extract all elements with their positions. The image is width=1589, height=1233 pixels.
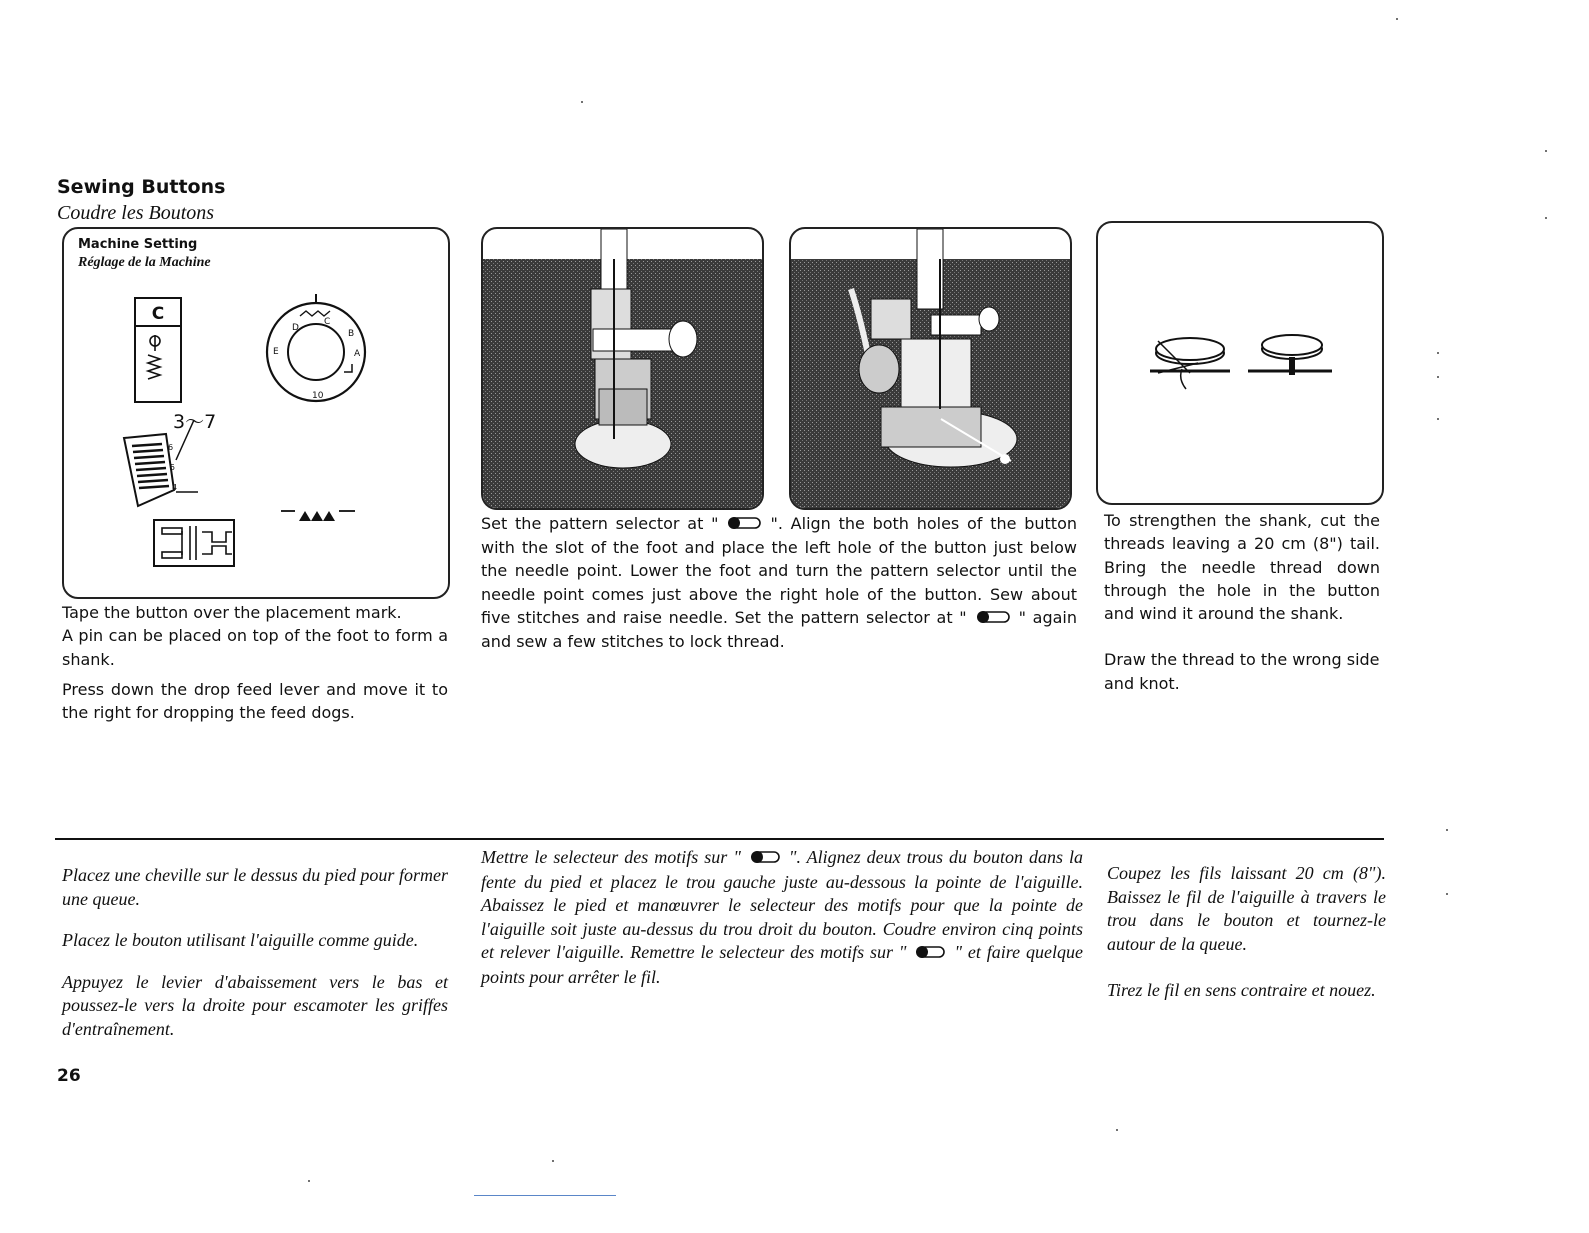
scan-speck — [1446, 829, 1448, 831]
svg-text:C: C — [324, 317, 331, 327]
dial-icon — [262, 292, 370, 404]
page-number: 26 — [57, 1066, 81, 1086]
sewing-photo-left — [481, 227, 764, 510]
sewing-photo-right — [789, 227, 1072, 510]
scan-speck — [552, 1160, 554, 1162]
svg-text:5: 5 — [170, 463, 176, 472]
scan-speck — [1446, 893, 1448, 895]
machine-setting-label: Machine Setting — [78, 237, 198, 252]
instructions-column-3 — [1104, 509, 1380, 695]
instructions-column-3-french — [1107, 844, 1386, 1021]
instruction-text: " again and sew a few stitches to lock thread. — [481, 608, 1078, 652]
machine-setting-panel — [62, 227, 450, 599]
scan-speck — [1437, 418, 1439, 420]
presser-foot-icon — [152, 518, 236, 568]
instruction-tape-button: Tape the button over the placement mark. — [62, 603, 402, 622]
instructions-column-1 — [62, 601, 448, 724]
page-title-french: Coudre les Boutons — [57, 202, 215, 224]
svg-text:D: D — [292, 323, 299, 333]
feed-lever-icon — [120, 420, 200, 510]
instruction-knot: Draw the thread to the wrong side and knot. — [1104, 650, 1380, 693]
instructions-column-2-french — [481, 846, 1083, 989]
button-shank-illustration — [1096, 221, 1384, 505]
instruction-french: Appuyez le levier d'abaissement vers le bas et poussez-le vers la droite pour escamoter les griffes d'entraînement. — [62, 971, 448, 1039]
svg-text:E: E — [273, 347, 279, 357]
svg-text:6: 6 — [168, 443, 174, 452]
instruction-drop-feed: Press down the drop feed lever and move it to the right for dropping the feed dogs. — [62, 679, 448, 723]
scan-speck — [1545, 217, 1547, 219]
instructions-column-1-french — [62, 846, 448, 1059]
page-title: Sewing Buttons — [57, 176, 226, 198]
pattern-selector-symbol-icon — [973, 607, 1013, 630]
scan-speck — [1437, 376, 1439, 378]
scan-speck — [1396, 18, 1398, 20]
instruction-text: Set the pattern selector at " — [481, 514, 719, 533]
instruction-french: Mettre le selecteur des motifs sur " — [481, 847, 741, 867]
instruction-french: Placez le bouton utilisant l'aiguille comme guide. — [62, 930, 419, 950]
button-shank-icon — [1098, 223, 1382, 503]
pattern-letter: C — [151, 304, 165, 324]
scan-speck — [1437, 352, 1439, 354]
instruction-pin-shank: A pin can be placed on top of the foot to form a shank. — [62, 626, 448, 669]
svg-text:B: B — [348, 329, 355, 339]
instruction-strengthen-shank: To strengthen the shank, cut the threads leaving a 20 cm (8") tail. Bring the needle thread down through the hole in the button and wind it around the shank. — [1104, 511, 1380, 624]
instruction-text: ". Align the both holes of the button with the slot of the foot and place the left hole of the button just below the needle point. Lower the foot and turn the pattern selector until the needle point comes just above the right hole of the button. Sew about five stitches and raise needle. Set the pattern selector at " — [481, 514, 1077, 628]
pattern-selector-symbol-icon — [747, 847, 783, 871]
bottom-rule — [474, 1195, 616, 1196]
svg-text:10: 10 — [312, 391, 324, 401]
instruction-french: Tirez le fil en sens contraire et nouez. — [1107, 980, 1376, 1000]
instruction-french: " et faire quelque points pour arrêter le fil. — [481, 942, 1083, 987]
machine-setting-label-french: Réglage de la Machine — [78, 255, 211, 270]
section-divider — [55, 838, 1384, 840]
scan-speck — [308, 1180, 310, 1182]
instructions-column-2 — [481, 512, 1077, 653]
scan-speck — [581, 101, 583, 103]
stitch-length-range: 3～7 — [173, 411, 217, 433]
scan-speck — [1545, 150, 1547, 152]
svg-text:4: 4 — [172, 483, 178, 492]
instruction-french: ". Alignez deux trous du bouton dans la fente du pied et placez le trou gauche juste au-dessous la pointe de l'aiguille. Abaissez le pied et manœuvrer le selecteur des motifs pour que la pointe de l'aiguille soit juste au-dessus du trou droit du bouton. Coudre environ cinq points et relever l'aiguille. Remettre le selecteur des motifs sur " — [481, 847, 1083, 963]
feed-drop-icon — [279, 505, 357, 525]
pattern-selector-icon — [134, 297, 182, 403]
scan-speck — [1116, 1129, 1118, 1131]
pattern-selector-symbol-icon — [724, 513, 764, 536]
svg-text:A: A — [354, 349, 361, 359]
pattern-selector-symbol-icon — [912, 942, 948, 966]
instruction-french: Coupez les fils laissant 20 cm (8"). Baissez le fil de l'aiguille à travers le trou dans le bouton et tournez-le autour de la queue. — [1107, 863, 1386, 954]
instruction-french: Placez une cheville sur le dessus du pied pour former une queue. — [62, 865, 448, 909]
